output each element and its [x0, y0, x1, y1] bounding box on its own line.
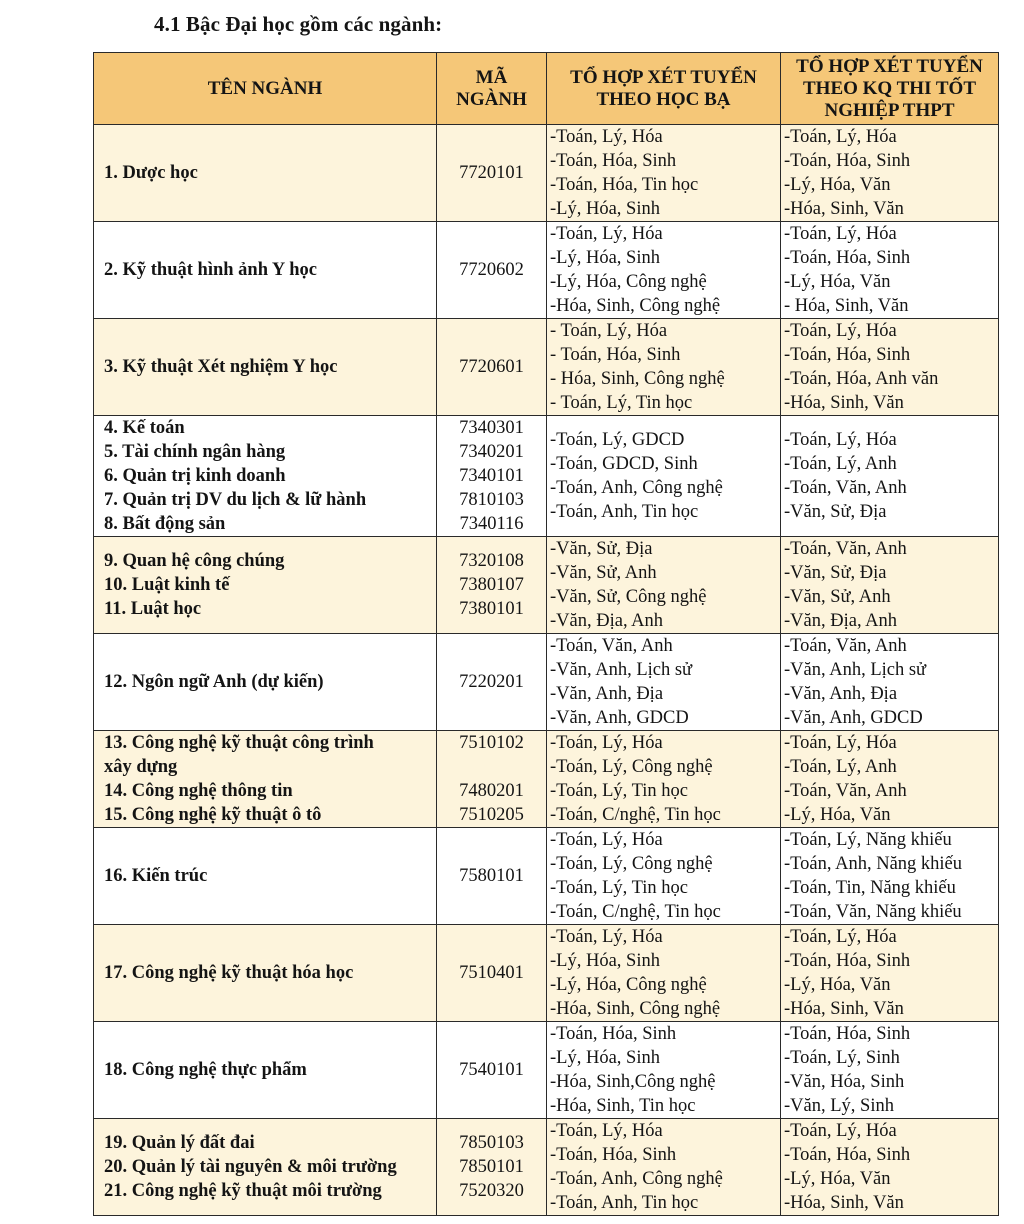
- major-codes-cell: [437, 319, 547, 416]
- subject-combo: -Toán, Hóa, Sinh: [550, 1145, 677, 1165]
- subject-combo: -Toán, Anh, Tin học: [550, 1193, 699, 1213]
- subject-combo: -Hóa, Sinh, Văn: [784, 999, 904, 1019]
- subject-combo: -Văn, Sử, Địa: [784, 502, 887, 522]
- major-code: 7850103: [459, 1133, 524, 1153]
- major-codes-cell: [437, 125, 547, 222]
- subject-combo: -Hóa, Sinh, Tin học: [550, 1096, 696, 1116]
- subject-combo: -Văn, Anh, GDCD: [550, 708, 689, 728]
- major-names-cell: [94, 925, 437, 1022]
- subject-combo: -Toán, Lý, Hóa: [550, 127, 663, 147]
- subject-combo: - Hóa, Sinh, Công nghệ: [550, 369, 725, 389]
- subject-combo: -Toán, C/nghệ, Tin học: [550, 902, 721, 922]
- subject-combo: -Toán, Hóa, Sinh: [784, 1024, 911, 1044]
- table-row: [94, 416, 999, 537]
- subject-combo: -Văn, Địa, Anh: [784, 611, 898, 631]
- major-code: 7340101: [459, 466, 524, 486]
- subject-combo: -Toán, Lý, Hóa: [550, 1121, 663, 1141]
- major-codes-cell: [437, 222, 547, 319]
- major-code: 7510205: [459, 805, 524, 825]
- subject-combo: -Toán, Lý, Tin học: [550, 878, 688, 898]
- subject-combo: -Toán, Văn, Năng khiếu: [784, 902, 962, 922]
- major-names-cell: [94, 125, 437, 222]
- transcript-combos-cell: [547, 634, 781, 731]
- major-code: 7340201: [459, 442, 524, 462]
- major-names-cell: [94, 828, 437, 925]
- major-code: 7810103: [459, 490, 524, 510]
- major-name: 11. Luật học: [104, 599, 202, 619]
- major-code: 7720602: [459, 260, 524, 280]
- subject-combo: -Lý, Hóa, Công nghệ: [550, 272, 707, 292]
- major-name: 2. Kỹ thuật hình ảnh Y học: [104, 260, 317, 280]
- major-codes-cell: [437, 634, 547, 731]
- major-codes-cell: [437, 1119, 547, 1216]
- subject-combo: -Văn, Anh, Lịch sử: [550, 660, 693, 680]
- subject-combo: -Toán, Hóa, Sinh: [784, 151, 911, 171]
- subject-combo: -Toán, Hóa, Sinh: [784, 1145, 911, 1165]
- major-code: 7720601: [459, 357, 524, 377]
- table-row: [94, 925, 999, 1022]
- major-code: 7380107: [459, 575, 524, 595]
- major-code: [437, 755, 546, 779]
- exam-combos-cell: [781, 222, 999, 319]
- exam-combos-cell: [781, 416, 999, 537]
- major-name: 8. Bất động sản: [104, 514, 226, 534]
- table-row: [94, 222, 999, 319]
- subject-combo: -Văn, Sử, Địa: [784, 563, 887, 583]
- exam-combos-cell: [781, 537, 999, 634]
- major-code: 7320108: [459, 551, 524, 571]
- major-codes-cell: [437, 537, 547, 634]
- subject-combo: -Lý, Hóa, Công nghệ: [550, 975, 707, 995]
- exam-combos-cell: [781, 828, 999, 925]
- subject-combo: -Hóa, Sinh, Văn: [784, 393, 904, 413]
- table-row: [94, 1119, 999, 1216]
- transcript-combos-cell: [547, 925, 781, 1022]
- subject-combo: -Toán, Anh, Công nghệ: [550, 1169, 723, 1189]
- subject-combo: -Lý, Hóa, Văn: [784, 975, 891, 995]
- major-name: 16. Kiến trúc: [104, 866, 208, 886]
- subject-combo: -Toán, Văn, Anh: [784, 636, 907, 656]
- subject-combo: -Toán, Hóa, Sinh: [784, 248, 911, 268]
- subject-combo: -Toán, Hóa, Tin học: [550, 175, 699, 195]
- subject-combo: - Toán, Hóa, Sinh: [550, 345, 681, 365]
- subject-combo: -Toán, Văn, Anh: [784, 478, 907, 498]
- subject-combo: -Văn, Sử, Anh: [784, 587, 891, 607]
- transcript-combos-cell: [547, 828, 781, 925]
- subject-combo: -Hóa, Sinh,Công nghệ: [550, 1072, 716, 1092]
- major-name: 18. Công nghệ thực phẩm: [104, 1060, 307, 1080]
- major-code: 7540101: [459, 1060, 524, 1080]
- subject-combo: -Toán, Lý, Anh: [784, 757, 897, 777]
- subject-combo: -Lý, Hóa, Văn: [784, 805, 891, 825]
- exam-combos-cell: [781, 634, 999, 731]
- major-name: xây dựng: [104, 757, 178, 777]
- exam-combos-cell: [781, 1022, 999, 1119]
- subject-combo: -Lý, Hóa, Văn: [784, 272, 891, 292]
- subject-combo: -Lý, Hóa, Văn: [784, 175, 891, 195]
- subject-combo: -Toán, Lý, Công nghệ: [550, 757, 713, 777]
- major-code: 7720101: [459, 163, 524, 183]
- major-name: 14. Công nghệ thông tin: [104, 781, 293, 801]
- major-code: 7520320: [459, 1181, 524, 1201]
- major-code: 7510102: [459, 733, 524, 753]
- major-code: 7850101: [459, 1157, 524, 1177]
- subject-combo: -Toán, Anh, Năng khiếu: [784, 854, 963, 874]
- subject-combo: -Lý, Hóa, Sinh: [550, 951, 660, 971]
- subject-combo: -Toán, Lý, Hóa: [550, 733, 663, 753]
- subject-combo: -Toán, C/nghệ, Tin học: [550, 805, 721, 825]
- header-combo-transcript: TỔ HỢP XÉT TUYỂN THEO HỌC BẠ: [547, 53, 781, 125]
- subject-combo: -Toán, Lý, Sinh: [784, 1048, 900, 1068]
- subject-combo: -Lý, Hóa, Văn: [784, 1169, 891, 1189]
- header-major-code: MÃ NGÀNH: [437, 53, 547, 125]
- major-name: 15. Công nghệ kỹ thuật ô tô: [104, 805, 322, 825]
- major-names-cell: [94, 1022, 437, 1119]
- transcript-combos-cell: [547, 416, 781, 537]
- major-names-cell: [94, 416, 437, 537]
- transcript-combos-cell: [547, 125, 781, 222]
- major-codes-cell: [437, 731, 547, 828]
- table-row: [94, 731, 999, 828]
- subject-combo: -Văn, Sử, Anh: [550, 563, 657, 583]
- section-heading: 4.1 Bậc Đại học gồm các ngành:: [154, 12, 443, 36]
- major-name: 5. Tài chính ngân hàng: [104, 442, 286, 462]
- subject-combo: -Toán, Lý, Năng khiếu: [784, 830, 952, 850]
- transcript-combos-cell: [547, 1119, 781, 1216]
- major-name: 17. Công nghệ kỹ thuật hóa học: [104, 963, 354, 983]
- subject-combo: -Toán, Lý, Hóa: [784, 321, 897, 341]
- subject-combo: -Toán, Lý, Hóa: [550, 224, 663, 244]
- major-code: 7340116: [459, 514, 524, 534]
- major-names-cell: [94, 222, 437, 319]
- table-row: [94, 1022, 999, 1119]
- subject-combo: -Toán, Lý, Hóa: [550, 830, 663, 850]
- major-name: 12. Ngôn ngữ Anh (dự kiến): [104, 672, 324, 692]
- subject-combo: -Văn, Lý, Sinh: [784, 1096, 894, 1116]
- major-name: 7. Quản trị DV du lịch & lữ hành: [104, 490, 367, 510]
- major-name: 19. Quản lý đất đai: [104, 1133, 255, 1153]
- major-code: 7340301: [459, 418, 524, 438]
- major-name: 21. Công nghệ kỹ thuật môi trường: [104, 1181, 382, 1201]
- subject-combo: -Toán, Văn, Anh: [550, 636, 673, 656]
- major-name: 9. Quan hệ công chúng: [104, 551, 285, 571]
- header-major-name: TÊN NGÀNH: [94, 53, 437, 125]
- transcript-combos-cell: [547, 731, 781, 828]
- subject-combo: -Toán, Lý, Hóa: [784, 224, 897, 244]
- subject-combo: -Hóa, Sinh, Văn: [784, 199, 904, 219]
- exam-combos-cell: [781, 319, 999, 416]
- subject-combo: -Văn, Sử, Công nghệ: [550, 587, 707, 607]
- subject-combo: -Văn, Anh, GDCD: [784, 708, 923, 728]
- subject-combo: -Lý, Hóa, Sinh: [550, 248, 660, 268]
- major-codes-cell: [437, 925, 547, 1022]
- table-row: [94, 125, 999, 222]
- table-row: [94, 537, 999, 634]
- major-code: 7580101: [459, 866, 524, 886]
- subject-combo: -Toán, Lý, Công nghệ: [550, 854, 713, 874]
- subject-combo: -Toán, Hóa, Sinh: [784, 951, 911, 971]
- table-row: [94, 634, 999, 731]
- subject-combo: -Văn, Sử, Địa: [550, 539, 653, 559]
- major-codes-cell: [437, 1022, 547, 1119]
- subject-combo: -Toán, Lý, Anh: [784, 454, 897, 474]
- subject-combo: -Toán, Hóa, Sinh: [550, 1024, 677, 1044]
- subject-combo: -Toán, Lý, Hóa: [784, 927, 897, 947]
- subject-combo: - Hóa, Sinh, Văn: [784, 296, 909, 316]
- subject-combo: -Toán, Lý, Hóa: [784, 127, 897, 147]
- exam-combos-cell: [781, 925, 999, 1022]
- transcript-combos-cell: [547, 1022, 781, 1119]
- exam-combos-cell: [781, 731, 999, 828]
- header-row: [94, 53, 999, 125]
- transcript-combos-cell: [547, 222, 781, 319]
- major-names-cell: [94, 319, 437, 416]
- subject-combo: -Toán, Lý, Hóa: [784, 1121, 897, 1141]
- subject-combo: - Toán, Lý, Tin học: [550, 393, 693, 413]
- major-name: 6. Quản trị kinh doanh: [104, 466, 286, 486]
- major-name: 13. Công nghệ kỹ thuật công trình: [104, 733, 374, 753]
- major-code: 7220201: [459, 672, 524, 692]
- table-row: [94, 319, 999, 416]
- exam-combos-cell: [781, 1119, 999, 1216]
- transcript-combos-cell: [547, 319, 781, 416]
- transcript-combos-cell: [547, 537, 781, 634]
- header-combo-exam: TỔ HỢP XÉT TUYỂN THEO KQ THI TỐT NGHIỆP THPT: [781, 53, 999, 125]
- major-names-cell: [94, 731, 437, 828]
- subject-combo: -Toán, Anh, Công nghệ: [550, 478, 723, 498]
- subject-combo: -Văn, Địa, Anh: [550, 611, 664, 631]
- subject-combo: -Toán, Lý, Hóa: [784, 733, 897, 753]
- subject-combo: -Toán, Lý, Hóa: [550, 927, 663, 947]
- subject-combo: -Hóa, Sinh, Công nghệ: [550, 296, 721, 316]
- major-codes-cell: [437, 828, 547, 925]
- major-code: 7510401: [459, 963, 524, 983]
- subject-combo: -Văn, Anh, Lịch sử: [784, 660, 927, 680]
- subject-combo: -Toán, Anh, Tin học: [550, 502, 699, 522]
- subject-combo: -Toán, Lý, Hóa: [784, 430, 897, 450]
- major-name: 20. Quản lý tài nguyên & môi trường: [104, 1157, 397, 1177]
- major-names-cell: [94, 634, 437, 731]
- subject-combo: -Văn, Hóa, Sinh: [784, 1072, 905, 1092]
- subject-combo: -Toán, Hóa, Anh văn: [784, 369, 939, 389]
- major-name: 10. Luật kinh tế: [104, 575, 230, 595]
- subject-combo: -Lý, Hóa, Sinh: [550, 199, 660, 219]
- major-name: 4. Kế toán: [104, 418, 185, 438]
- subject-combo: -Toán, Tin, Năng khiếu: [784, 878, 956, 898]
- subject-combo: -Toán, Hóa, Sinh: [550, 151, 677, 171]
- table-row: [94, 828, 999, 925]
- major-names-cell: [94, 537, 437, 634]
- subject-combo: -Lý, Hóa, Sinh: [550, 1048, 660, 1068]
- subject-combo: -Văn, Anh, Địa: [550, 684, 664, 704]
- subject-combo: -Văn, Anh, Địa: [784, 684, 898, 704]
- subject-combo: - Toán, Lý, Hóa: [550, 321, 668, 341]
- subject-combo: -Toán, Văn, Anh: [784, 781, 907, 801]
- major-names-cell: [94, 1119, 437, 1216]
- subject-combo: -Hóa, Sinh, Công nghệ: [550, 999, 721, 1019]
- subject-combo: -Toán, Hóa, Sinh: [784, 345, 911, 365]
- subject-combo: -Toán, Văn, Anh: [784, 539, 907, 559]
- major-code: 7480201: [459, 781, 524, 801]
- subject-combo: -Toán, Lý, GDCD: [550, 430, 685, 450]
- subject-combo: -Hóa, Sinh, Văn: [784, 1193, 904, 1213]
- major-name: 1. Dược học: [104, 163, 198, 183]
- major-code: 7380101: [459, 599, 524, 619]
- exam-combos-cell: [781, 125, 999, 222]
- major-name: 3. Kỹ thuật Xét nghiệm Y học: [104, 357, 338, 377]
- major-codes-cell: [437, 416, 547, 537]
- subject-combo: -Toán, GDCD, Sinh: [550, 454, 698, 474]
- admission-table: [93, 52, 999, 1216]
- subject-combo: -Toán, Lý, Tin học: [550, 781, 688, 801]
